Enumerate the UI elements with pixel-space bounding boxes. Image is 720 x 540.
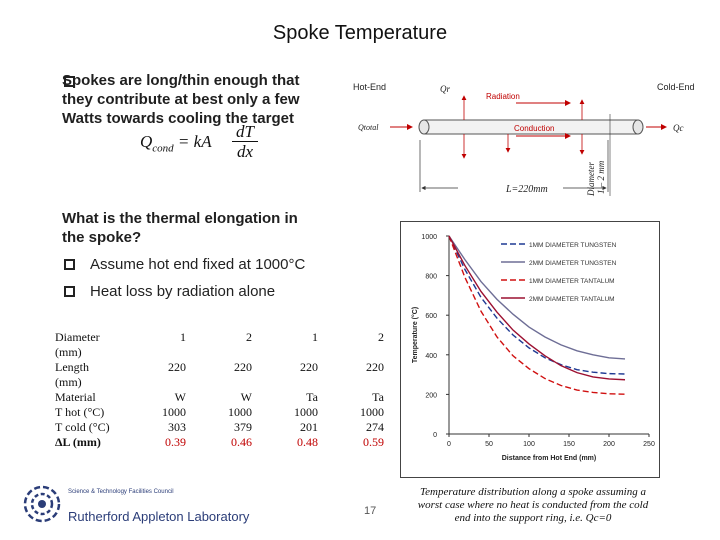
- chart-caption: [398, 486, 668, 525]
- caption-line-1: Temperature distribution along a spoke assuming a: [420, 486, 646, 498]
- table-cell: [318, 375, 384, 390]
- conduction-equation: [140, 132, 212, 154]
- table-cell: 220: [168, 360, 186, 374]
- bullet-2: [62, 209, 298, 247]
- table-cell: 1: [180, 330, 186, 344]
- table-cell: [120, 375, 186, 390]
- temperature-chart: [401, 222, 659, 477]
- equation-lhs: Q: [140, 132, 153, 151]
- row-label: Diameter: [55, 330, 100, 344]
- row-label: (mm): [55, 345, 82, 359]
- bullet-2-line-2: the spoke?: [62, 229, 142, 246]
- table-row: [55, 345, 384, 360]
- spoke-rod-end-hot: [419, 120, 429, 134]
- slide-title: Spoke Temperature: [272, 22, 448, 44]
- table-cell: 201: [300, 420, 318, 434]
- x-tick-label: 150: [563, 441, 575, 448]
- x-tick-label: 200: [603, 441, 615, 448]
- bullet-2-line-1: What is the thermal elongation in: [62, 210, 298, 227]
- delta-value: 0.59: [363, 435, 384, 449]
- legend-label-3: 2MM DIAMETER TANTALUM: [529, 296, 615, 303]
- table-cell: 2: [378, 330, 384, 344]
- row-label: Length: [55, 360, 89, 374]
- table-cell: 379: [234, 420, 252, 434]
- y-tick-label: 600: [425, 313, 437, 321]
- caption-line-2: worst case where no heat is conducted from the cold: [417, 499, 649, 511]
- y-tick-label: 0: [433, 432, 437, 439]
- table-row: [55, 405, 384, 420]
- diameter-label: Diameter: [586, 162, 596, 196]
- series-line-3: [449, 236, 625, 380]
- length-label: L=220mm: [506, 184, 548, 195]
- bullet-1-line-2: they contribute at best only a few: [62, 91, 300, 108]
- qc-label: Qc: [673, 123, 684, 133]
- x-axis-title: Distance from Hot End (mm): [501, 455, 597, 462]
- equation-fraction: [232, 122, 258, 161]
- table-cell: [318, 345, 384, 360]
- delta-value: 0.39: [165, 435, 186, 449]
- ral-label: Rutherford Appleton Laboratory: [68, 509, 250, 524]
- y-tick-label: 200: [425, 392, 437, 400]
- conduction-label: Conduction: [514, 124, 555, 133]
- radiation-label: Radiation: [486, 92, 520, 101]
- elongation-table-body: [55, 330, 384, 450]
- qr-label: Qr: [440, 84, 451, 94]
- cold-end-label: Cold-End: [657, 82, 695, 92]
- equation-numerator: dT: [232, 122, 258, 142]
- qtotal-label: Qtotal: [358, 123, 379, 132]
- y-tick-label: 800: [425, 273, 437, 281]
- table-cell: 220: [300, 360, 318, 374]
- spoke-diagram: [348, 78, 710, 203]
- equation-lhs-subscript: cond: [152, 142, 174, 155]
- table-cell: W: [240, 390, 252, 404]
- table-cell: [252, 345, 318, 360]
- table-cell: 1000: [162, 405, 186, 419]
- table-cell: W: [174, 390, 186, 404]
- table-cell: 303: [168, 420, 186, 434]
- temperature-chart-frame: [400, 221, 660, 478]
- sub-bullet-marker: [64, 259, 75, 270]
- table-cell: 2: [246, 330, 252, 344]
- bullet-1-line-1: Spokes are long/thin enough that: [62, 72, 300, 89]
- table-row: [55, 390, 384, 405]
- hot-end-label: Hot-End: [353, 82, 387, 92]
- caption-line-3: end into the support ring, i.e. Qc=0: [454, 512, 612, 524]
- table-cell: 220: [234, 360, 252, 374]
- row-label: T hot (°C): [55, 405, 105, 419]
- bullet-1: [62, 71, 300, 128]
- spoke-rod-end-cold: [633, 120, 643, 134]
- table-row: [55, 360, 384, 375]
- y-axis-title: Temperature (°C): [412, 306, 419, 364]
- table-cell: Ta: [306, 390, 318, 404]
- y-tick-label: 1000: [421, 234, 437, 241]
- elongation-table: [55, 330, 384, 450]
- table-cell: [186, 345, 252, 360]
- legend-label-0: 1MM DIAMETER TUNGSTEN: [529, 242, 617, 249]
- series-line-0: [449, 236, 625, 374]
- table-cell: [186, 375, 252, 390]
- stfc-logo-icon: [25, 487, 59, 521]
- y-tick-label: 400: [425, 352, 437, 360]
- sub-bullet-1: Assume hot end fixed at 1000°C: [90, 256, 306, 273]
- x-tick-label: 50: [485, 441, 493, 448]
- legend-label-2: 1MM DIAMETER TANTALUM: [529, 278, 615, 285]
- equation-denominator: dx: [236, 142, 254, 161]
- table-row: [55, 420, 384, 435]
- table-cell: 274: [366, 420, 384, 434]
- table-cell: 1: [312, 330, 318, 344]
- row-label: Material: [55, 390, 96, 404]
- x-tick-label: 100: [523, 441, 535, 448]
- table-cell: 220: [366, 360, 384, 374]
- legend-label-1: 2MM DIAMETER TUNGSTEN: [529, 260, 617, 267]
- table-row: [55, 375, 384, 390]
- table-cell: [120, 345, 186, 360]
- diameter-range-label: 1 – 2 mm: [596, 160, 606, 194]
- bullet-1-line-3: Watts towards cooling the target: [62, 110, 294, 127]
- sub-bullet-marker: [64, 286, 75, 297]
- x-tick-label: 250: [643, 441, 655, 448]
- row-label: (mm): [55, 375, 82, 389]
- delta-value: 0.46: [231, 435, 252, 449]
- page-number: 17: [364, 505, 377, 517]
- x-tick-label: 0: [447, 441, 451, 448]
- delta-row: [55, 435, 384, 450]
- delta-value: 0.48: [297, 435, 318, 449]
- table-cell: 1000: [228, 405, 252, 419]
- table-cell: 1000: [360, 405, 384, 419]
- sub-bullet-2: Heat loss by radiation alone: [90, 283, 276, 300]
- table-cell: Ta: [372, 390, 384, 404]
- stfc-label: Science & Technology Facilities Council: [68, 489, 174, 495]
- row-label: T cold (°C): [55, 420, 110, 434]
- table-cell: [252, 375, 318, 390]
- equation-mid: = kA: [173, 132, 212, 151]
- table-cell: 1000: [294, 405, 318, 419]
- table-row: [55, 330, 384, 345]
- delta-label: ΔL (mm): [55, 435, 101, 449]
